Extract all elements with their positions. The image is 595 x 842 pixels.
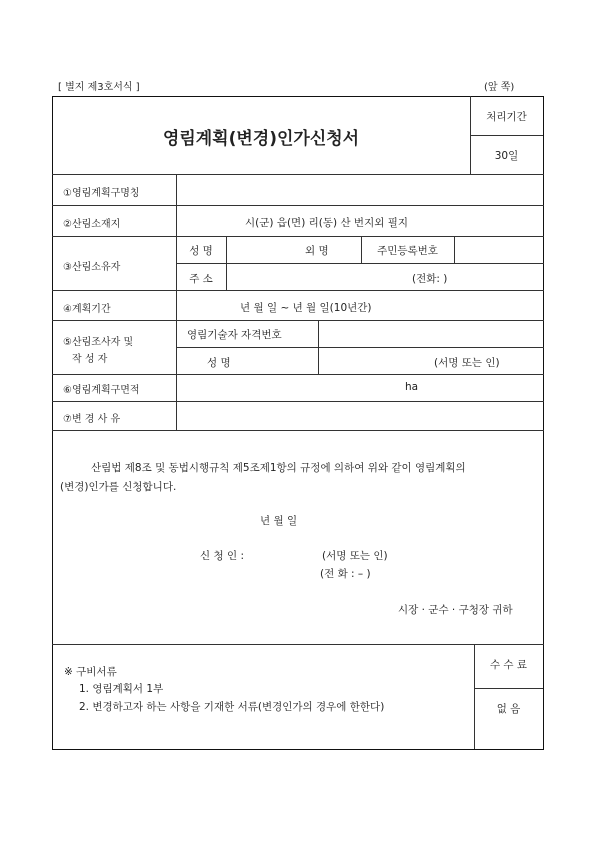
form-number: [ 별지 제3호서식 ] [58, 82, 140, 93]
fee-label: 수 수 료 [489, 659, 528, 671]
page-side-label: (앞 쪽) [484, 82, 515, 93]
applicant-phone: (전 화 : – ) [320, 568, 371, 580]
investigator-signature-label: (서명 또는 인) [434, 357, 500, 369]
owner-others-label: 외 명 [305, 245, 329, 257]
change-reason-label: ⑦변 경 사 유 [63, 414, 121, 425]
application-date: 년 월 일 [260, 515, 298, 527]
forest-owner-label: ③산림소유자 [63, 262, 121, 273]
forest-location-field[interactable]: 시(군) 읍(면) 리(동) 산 번지외 필지 [245, 217, 408, 229]
processing-period-label: 처리기간 [486, 111, 527, 123]
statement-line2: (변경)인가를 신청합니다. [60, 481, 177, 493]
plan-period-label: ④계획기간 [63, 304, 111, 315]
applicant-signature-label: (서명 또는 인) [322, 550, 388, 562]
plan-name-label: ①영림계획구명칭 [63, 188, 140, 199]
fee-value: 없 음 [496, 703, 521, 715]
required-documents-title: ※ 구비서류 [64, 666, 117, 678]
license-number-label: 영림기술자 자격번호 [187, 329, 282, 341]
recipient: 시장 · 군수 · 구청장 귀하 [398, 604, 513, 616]
investigator-label-line2: 작 성 자 [72, 354, 108, 365]
area-label: ⑥영림계획구면적 [63, 385, 140, 396]
area-unit: ha [405, 381, 419, 393]
forest-location-label: ②산림소재지 [63, 219, 121, 230]
required-document-item: 2. 변경하고자 하는 사항을 기재한 서류(변경인가의 경우에 한한다) [79, 701, 385, 713]
investigator-label-line1: ⑤산림조사자 및 [63, 337, 134, 348]
applicant-label: 신 청 인 : [200, 550, 244, 562]
owner-address-label: 주 소 [189, 273, 213, 285]
statement-line1: 산림법 제8조 및 동법시행규칙 제5조제1항의 규정에 의하여 위와 같이 영림계획의 [91, 462, 466, 474]
required-document-item: 1. 영림계획서 1부 [79, 683, 164, 695]
investigator-name-label: 성 명 [207, 357, 231, 369]
owner-phone-label: (전화: ) [412, 273, 448, 285]
processing-period-value: 30일 [494, 150, 519, 162]
resident-number-label: 주민등록번호 [377, 245, 438, 257]
plan-period-field[interactable]: 년 월 일 ~ 년 월 일(10년간) [240, 302, 372, 314]
form-title: 영림계획(변경)인가신청서 [162, 129, 360, 149]
owner-name-label: 성 명 [189, 245, 213, 257]
